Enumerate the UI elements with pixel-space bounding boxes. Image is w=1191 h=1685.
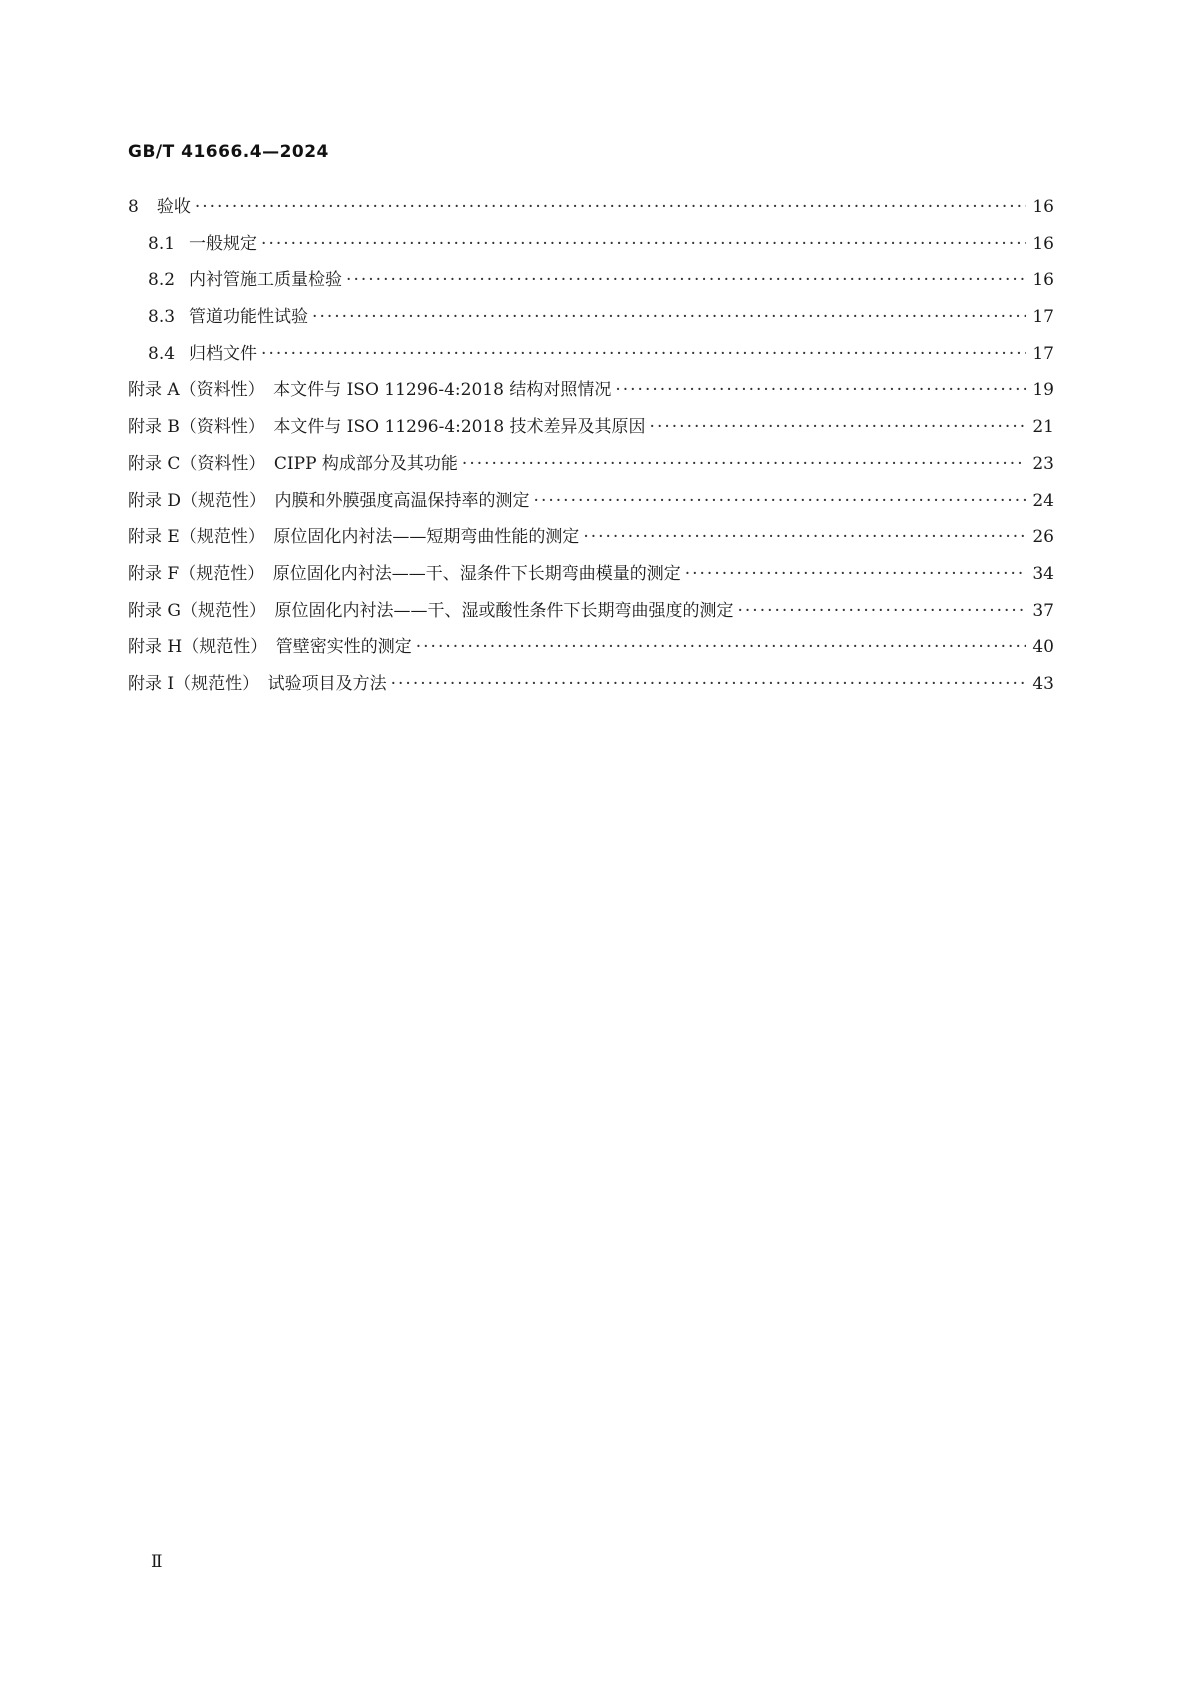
toc-dot-leader bbox=[615, 379, 1026, 401]
toc-entry[interactable] bbox=[128, 416, 1054, 453]
toc-entry-number: 8.4 bbox=[148, 343, 176, 364]
toc-entry-title: 一般规定 bbox=[189, 233, 258, 254]
toc-entry[interactable] bbox=[128, 563, 1054, 600]
toc-entry[interactable] bbox=[128, 526, 1054, 563]
toc-entry-page: 16 bbox=[1032, 270, 1054, 291]
toc-entry[interactable] bbox=[128, 453, 1054, 490]
toc-entry-page: 40 bbox=[1032, 637, 1054, 658]
toc-dot-leader bbox=[416, 636, 1026, 658]
toc-entry-title: 附录 B（资料性） 本文件与 ISO 11296-4:2018 技术差异及其原因 bbox=[128, 417, 646, 438]
toc-dot-leader bbox=[346, 269, 1026, 291]
toc-entry-title: 附录 G（规范性） 原位固化内衬法——干、湿或酸性条件下长期弯曲强度的测定 bbox=[128, 600, 734, 621]
toc-entry-title: 管道功能性试验 bbox=[189, 307, 309, 328]
toc-entry-number: 8.3 bbox=[148, 307, 176, 328]
toc-entry-page: 17 bbox=[1032, 343, 1054, 364]
toc-dot-leader bbox=[737, 600, 1026, 622]
toc-entry[interactable] bbox=[128, 196, 1054, 233]
toc-entry-number: 8.2 bbox=[148, 270, 176, 291]
toc-entry-page: 34 bbox=[1032, 563, 1054, 584]
toc-entry-title: 附录 H（规范性） 管壁密实性的测定 bbox=[128, 637, 412, 658]
toc-entry-title: 附录 I（规范性） 试验项目及方法 bbox=[128, 673, 387, 694]
toc-entry-page: 24 bbox=[1032, 490, 1054, 511]
toc-entry-title: 附录 E（规范性） 原位固化内衬法——短期弯曲性能的测定 bbox=[128, 527, 580, 548]
toc-entry[interactable] bbox=[128, 636, 1054, 673]
toc-entry-page: 43 bbox=[1032, 673, 1054, 694]
toc-entry[interactable] bbox=[128, 379, 1054, 416]
table-of-contents bbox=[128, 196, 1054, 710]
toc-dot-leader bbox=[583, 526, 1026, 548]
toc-entry[interactable] bbox=[128, 600, 1054, 637]
toc-dot-leader bbox=[391, 673, 1026, 695]
toc-entry-page: 19 bbox=[1032, 380, 1054, 401]
toc-entry-title: 归档文件 bbox=[189, 343, 258, 364]
toc-entry-page: 17 bbox=[1032, 307, 1054, 328]
toc-entry[interactable] bbox=[128, 490, 1054, 527]
toc-entry-title: 附录 D（规范性） 内膜和外膜强度高温保持率的测定 bbox=[128, 490, 530, 511]
document-code: GB/T 41666.4—2024 bbox=[128, 142, 329, 162]
toc-entry-page: 23 bbox=[1032, 453, 1054, 474]
toc-entry-title: 附录 F（规范性） 原位固化内衬法——干、湿条件下长期弯曲模量的测定 bbox=[128, 563, 681, 584]
toc-entry-title: 内衬管施工质量检验 bbox=[189, 270, 343, 291]
toc-entry-page: 16 bbox=[1032, 233, 1054, 254]
toc-entry[interactable] bbox=[128, 269, 1054, 306]
toc-entry[interactable] bbox=[128, 343, 1054, 380]
toc-entry-title: 附录 C（资料性） CIPP 构成部分及其功能 bbox=[128, 453, 458, 474]
toc-entry[interactable] bbox=[128, 306, 1054, 343]
toc-entry-page: 21 bbox=[1032, 417, 1054, 438]
toc-entry-number: 8.1 bbox=[148, 233, 176, 254]
toc-dot-leader bbox=[195, 196, 1026, 218]
toc-entry-title: 附录 A（资料性） 本文件与 ISO 11296-4:2018 结构对照情况 bbox=[128, 380, 612, 401]
toc-dot-leader bbox=[685, 563, 1026, 585]
toc-entry[interactable] bbox=[128, 673, 1054, 710]
toc-dot-leader bbox=[261, 343, 1026, 365]
toc-dot-leader bbox=[534, 490, 1026, 512]
toc-entry-number: 8 bbox=[128, 197, 139, 217]
toc-entry-page: 16 bbox=[1032, 197, 1054, 217]
toc-entry-page: 37 bbox=[1032, 600, 1054, 621]
toc-dot-leader bbox=[261, 233, 1026, 255]
toc-dot-leader bbox=[650, 416, 1026, 438]
toc-dot-leader bbox=[462, 453, 1026, 475]
toc-dot-leader bbox=[312, 306, 1026, 328]
toc-entry-title: 验收 bbox=[156, 197, 191, 217]
page-number: Ⅱ bbox=[151, 1552, 163, 1572]
toc-entry-page: 26 bbox=[1032, 527, 1054, 548]
toc-entry[interactable] bbox=[128, 233, 1054, 270]
